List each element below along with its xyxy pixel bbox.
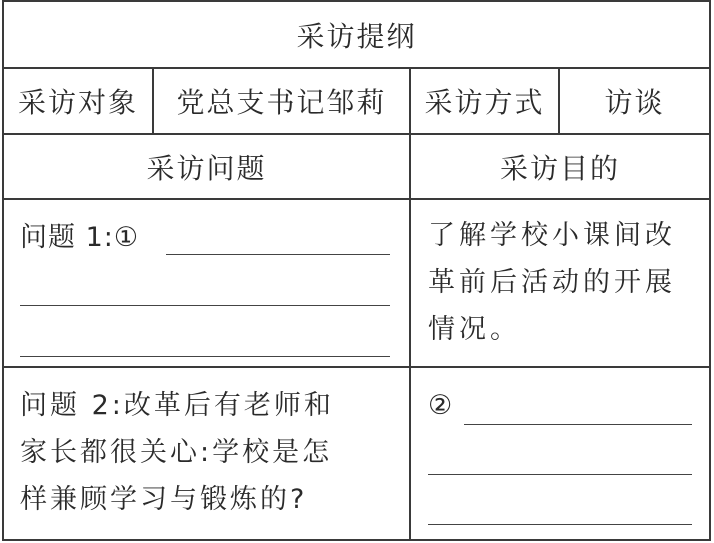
answer-blank <box>20 305 390 306</box>
questions-column-header: 采访问题 <box>146 151 267 185</box>
answer-blank <box>428 524 692 525</box>
subject-label: 采访对象 <box>17 86 138 119</box>
answer-blank <box>166 254 390 255</box>
question-2-line: 问题 2:改革后有老师和 <box>20 390 334 421</box>
interview-outline-table <box>2 0 711 541</box>
answer-blank <box>428 474 692 475</box>
subject-value: 党总支书记邹莉 <box>176 86 387 119</box>
question-2-line: 样兼顾学习与锻炼的? <box>20 484 308 515</box>
purpose-1-line: 情况。 <box>428 314 521 345</box>
method-value: 访谈 <box>604 86 665 119</box>
row-divider <box>4 366 709 368</box>
purpose-1-line: 了解学校小课间改 <box>428 220 676 251</box>
question-2-line: 家长都很关心:学校是怎 <box>20 437 333 468</box>
row-divider <box>4 198 709 200</box>
question-1-prefix: 问题 1:① <box>20 222 140 253</box>
answer-blank <box>464 424 692 425</box>
table-title: 采访提纲 <box>296 19 417 53</box>
purpose-2-prefix: ② <box>428 390 457 421</box>
answer-blank <box>20 356 390 357</box>
method-label: 采访方式 <box>424 86 545 119</box>
purpose-1-line: 革前后活动的开展 <box>428 267 676 298</box>
purposes-column-header: 采访目的 <box>499 151 620 185</box>
